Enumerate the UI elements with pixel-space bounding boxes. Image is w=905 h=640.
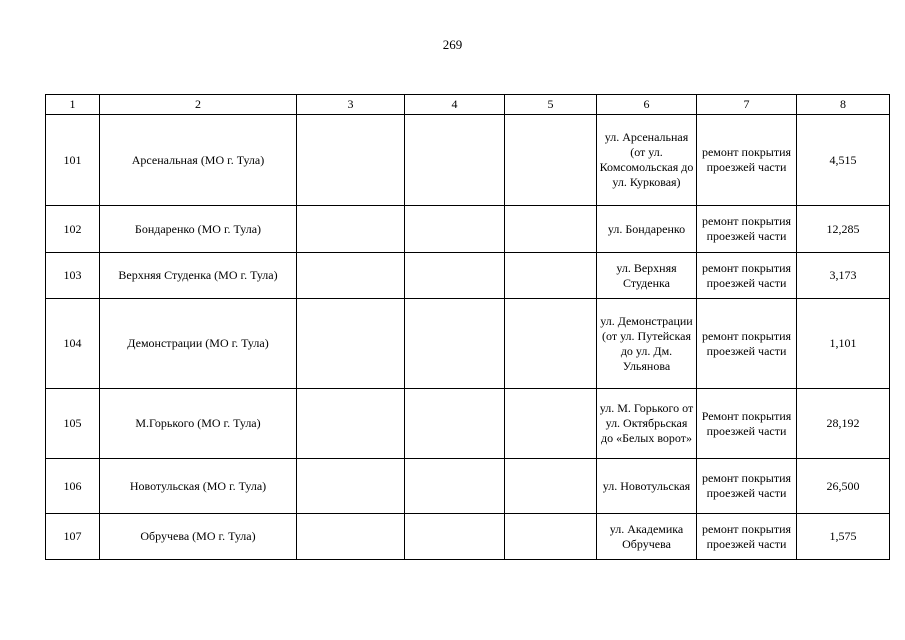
row-number-cell: 102 — [46, 206, 100, 253]
road-name-cell: Новотульская (МО г. Тула) — [100, 459, 297, 514]
work-type-cell: ремонт покрытия проезжей части — [697, 115, 797, 206]
value-cell: 12,285 — [797, 206, 890, 253]
row-number-cell: 105 — [46, 389, 100, 459]
table-cell — [405, 253, 505, 299]
road-name-cell: Арсенальная (МО г. Тула) — [100, 115, 297, 206]
table-cell — [505, 514, 597, 560]
road-name-cell: Бондаренко (МО г. Тула) — [100, 206, 297, 253]
table-row — [46, 206, 890, 253]
header-cell: 2 — [100, 95, 297, 115]
row-number-cell: 106 — [46, 459, 100, 514]
header-cell: 4 — [405, 95, 505, 115]
table-cell — [405, 206, 505, 253]
road-name-cell: М.Горького (МО г. Тула) — [100, 389, 297, 459]
row-number-cell: 103 — [46, 253, 100, 299]
table-cell — [505, 389, 597, 459]
header-cell: 1 — [46, 95, 100, 115]
header-cell: 7 — [697, 95, 797, 115]
work-type-cell: ремонт покрытия проезжей части — [697, 514, 797, 560]
roads-table — [45, 94, 890, 560]
header-cell: 5 — [505, 95, 597, 115]
value-cell: 1,575 — [797, 514, 890, 560]
header-cell: 8 — [797, 95, 890, 115]
table-cell — [297, 389, 405, 459]
table-cell — [405, 514, 505, 560]
street-section-cell: ул. Бондаренко — [597, 206, 697, 253]
table-cell — [505, 253, 597, 299]
header-cell: 3 — [297, 95, 405, 115]
table-cell — [505, 206, 597, 253]
value-cell: 26,500 — [797, 459, 890, 514]
street-section-cell: ул. Верхняя Студенка — [597, 253, 697, 299]
table-cell — [405, 459, 505, 514]
table-cell — [505, 299, 597, 389]
value-cell: 4,515 — [797, 115, 890, 206]
table-cell — [505, 115, 597, 206]
street-section-cell: ул. Академика Обручева — [597, 514, 697, 560]
street-section-cell: ул. М. Горького от ул. Октябрьская до «Белых ворот» — [597, 389, 697, 459]
table-row — [46, 299, 890, 389]
work-type-cell: ремонт покрытия проезжей части — [697, 459, 797, 514]
page-number: 269 — [442, 37, 463, 52]
street-section-cell: ул. Арсенальная (от ул. Комсомольская до ул. Курковая) — [597, 115, 697, 206]
value-cell: 3,173 — [797, 253, 890, 299]
table-cell — [297, 253, 405, 299]
table-cell — [297, 459, 405, 514]
header-cell: 6 — [597, 95, 697, 115]
table-row — [46, 389, 890, 459]
value-cell: 28,192 — [797, 389, 890, 459]
work-type-cell: ремонт покрытия проезжей части — [697, 299, 797, 389]
table-cell — [297, 115, 405, 206]
table-row — [46, 459, 890, 514]
table-row — [46, 115, 890, 206]
road-name-cell: Демонстрации (МО г. Тула) — [100, 299, 297, 389]
street-section-cell: ул. Демонстрации (от ул. Путейская до ул. Дм. Ульянова — [597, 299, 697, 389]
table-cell — [405, 115, 505, 206]
table-cell — [297, 206, 405, 253]
road-name-cell: Обручева (МО г. Тула) — [100, 514, 297, 560]
work-type-cell: ремонт покрытия проезжей части — [697, 206, 797, 253]
table-row — [46, 253, 890, 299]
row-number-cell: 107 — [46, 514, 100, 560]
street-section-cell: ул. Новотульская — [597, 459, 697, 514]
value-cell: 1,101 — [797, 299, 890, 389]
table-row — [46, 514, 890, 560]
table-cell — [505, 459, 597, 514]
table-cell — [405, 389, 505, 459]
table-cell — [405, 299, 505, 389]
work-type-cell: ремонт покрытия проезжей части — [697, 253, 797, 299]
road-name-cell: Верхняя Студенка (МО г. Тула) — [100, 253, 297, 299]
header-row — [46, 95, 890, 115]
row-number-cell: 104 — [46, 299, 100, 389]
row-number-cell: 101 — [46, 115, 100, 206]
table-cell — [297, 514, 405, 560]
work-type-cell: Ремонт покрытия проезжей части — [697, 389, 797, 459]
table-cell — [297, 299, 405, 389]
